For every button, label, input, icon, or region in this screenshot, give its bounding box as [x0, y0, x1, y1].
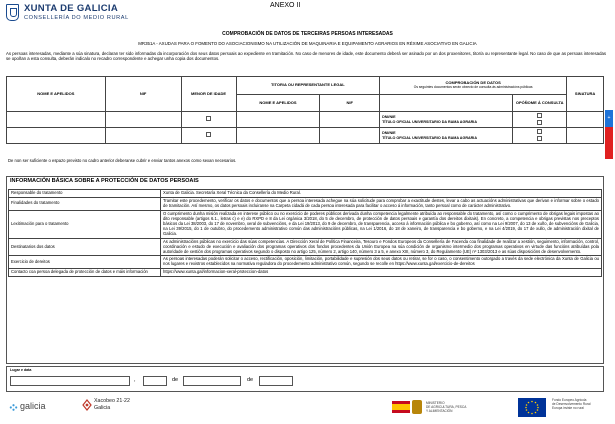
name-cell[interactable] [7, 112, 106, 128]
col-nif-header: NIF [105, 77, 181, 112]
sign-cell[interactable] [567, 128, 604, 144]
comma-separator: , [134, 377, 136, 383]
privacy-label: Contacto coa persoa delegada de protección de datos e máis información [9, 269, 161, 277]
spain-ministry-logo [392, 398, 472, 416]
table-row [7, 112, 604, 128]
eu-line1: Fondo Europeo Agrícola [552, 398, 587, 402]
xacobeo-line2: Galicia [94, 404, 111, 411]
remove-row-button[interactable] [605, 143, 613, 159]
table-row [9, 210, 602, 238]
sign-cell[interactable] [567, 112, 604, 128]
place-date-label: Lugar e data [10, 368, 32, 372]
org-name: XUNTA DE GALICIA [24, 3, 118, 14]
col-guardian-name-header: NOME E APELIDOS [236, 95, 320, 112]
table-row [9, 190, 602, 198]
privacy-text: O cumprimento dunha misión realizada en interese público ou no exercicio de poderes públicos derivada dunha competencia legalmente atribuída ao responsable do tratamento, así como o cumprimento de obrigas legais impostas ao dito responsable (artigos 6.1., letras c) e e) do RXPD e 8 da Lei orgánica 3/2018, do 5 de decembro, de protección de datos persoais e garantía dos dereitos dixitais). En concreto, a competencia e obrigas previstas nos preceptos básicos da Lei 38/2003, do 17 de novembro, xeral de subvencións, e da Lei 19/2013, do 9 de decembro, de transparencia, acceso á información pública e bo goberno, así como na Lei 9/2007, do 13 de xuño, de subvencións de Galicia, na Lei 39/2015, do 1 de outubro, do procedemento administrativo común das administracións públicas, na Lei 1/2016, do 18 de xaneiro, de transparencia e bo goberno, e na Lei 4/2019, do 17 de xullo, de administración dixital de Galicia. [161, 210, 602, 238]
doc-title: COMPROBACIÓN DE DATOS DE TERCEIRAS PERSOAS INTERESADAS [222, 31, 393, 37]
privacy-table [8, 189, 602, 277]
eu-feader-logo [518, 398, 610, 418]
col-guardian-header: TITOR/A OU REPRESENTANTE LEGAL [236, 77, 379, 95]
nif-cell[interactable] [105, 128, 181, 144]
doc-item: DNI/NIE [382, 115, 396, 120]
doc-subtitle: MR351A - AXUDAS PARA O FOMENTO DO ASOCIACIONISMO NA UTILIZACIÓN DE MAQUINARIA E EQUIPAMENTO AGRARIOS EN RÉXIME ASOCIATIVO EN GALICIA [138, 41, 477, 46]
oppose-cell [513, 112, 567, 128]
col-oppose-header: OPÓÑOME Á CONSULTA [513, 95, 567, 112]
day-input[interactable] [143, 376, 167, 386]
table-note: De non ser suficiente o espazo previsto no cadro anterior deberanse cubrir e enviar tantos anexos como sexan necesarios. [8, 158, 237, 163]
xunta-logo [6, 3, 146, 25]
privacy-link[interactable]: https://www.xunta.gal/informacion-xeral-proteccion-datos [161, 269, 602, 277]
guardian-nif-cell[interactable] [320, 112, 380, 128]
doc-item: DNI/NIE [382, 131, 396, 136]
col-minor-header: MENOR DE IDADE [181, 77, 236, 112]
oppose-cell [513, 128, 567, 144]
oppose-checkbox[interactable] [537, 136, 542, 141]
galicia-logo-icon [9, 403, 18, 412]
nif-cell[interactable] [105, 112, 181, 128]
eu-line3: Europa inviste no rural [552, 406, 584, 411]
ministry-line2: DE AGRICULTURA, PESCA [426, 405, 467, 409]
col-sign-header: SINATURA [567, 77, 604, 112]
privacy-label: Exercicio de dereitos [9, 256, 161, 269]
galicia-logo-text: galicia [20, 401, 46, 411]
check-subtitle: Os seguintes documentos serán obxecto de consulta ás administracións públicas [413, 84, 533, 89]
third-parties-table [6, 76, 604, 144]
privacy-text: As persoas interesadas poderán solicitar o acceso, rectificación, oposición, limitación, portabilidade e supresión dos seus datos ou retirar, se for o caso, o consentimento outorgado a través da sede electrónica da Xunta de Galicia ou nos lugares e rexistros establecidos na normativa reguladora do procedemento administrativo común, segundo se recolle en https://www.xunta.gal/exercicio-de-dereitos [161, 256, 602, 269]
privacy-text: Tramitar este procedemento, verificar os datos e documentos que a persoa interesada achegue na súa solicitude para comprobar a exactitude destes, levar a cabo as actuacións administrativas que derivan e informar sobre o estado de tramitación. Así mesmo, os datos persoais incluiranse na Carpeta cidadá de cada persoa interesada para facilitar o acceso á información, tanto persoal como de carácter administrativo. [161, 197, 602, 210]
spain-flag-icon [392, 401, 410, 413]
col-docs-header [380, 95, 513, 112]
table-row [9, 256, 602, 269]
xunta-shield-icon [6, 4, 19, 21]
col-guardian-nif-header: NIF [320, 95, 380, 112]
minor-checkbox[interactable] [206, 132, 211, 137]
guardian-name-cell[interactable] [236, 112, 320, 128]
privacy-label: Finalidades do tratamento [9, 197, 161, 210]
guardian-name-cell[interactable] [236, 128, 320, 144]
privacy-text: Xunta de Galicia. Secretaría Xeral Técnica da Consellería do Medio Rural. [161, 190, 602, 198]
docs-cell [380, 112, 513, 128]
year-input[interactable] [259, 376, 293, 386]
xacobeo-icon [82, 399, 92, 411]
table-row [9, 197, 602, 210]
xacobeo-logo [82, 396, 142, 420]
col-check-header [380, 77, 567, 95]
privacy-title: INFORMACIÓN BÁSICA SOBRE A PROTECCIÓN DE DATOS PERSOAIS [10, 178, 199, 184]
eu-flag-icon [518, 398, 546, 417]
spain-crest-icon [412, 400, 422, 414]
col-name-header: NOME E APELIDOS [7, 77, 106, 112]
eu-line2: de Desenvolvemento Rural [552, 402, 591, 407]
remove-row-button[interactable] [605, 127, 613, 143]
de-separator: de [172, 377, 179, 383]
table-row [7, 128, 604, 144]
minor-cell [181, 112, 236, 128]
minor-checkbox[interactable] [206, 116, 211, 121]
add-row-button[interactable]: + [605, 110, 613, 127]
oppose-checkbox[interactable] [537, 129, 542, 134]
privacy-label: Responsable do tratamento [9, 190, 161, 198]
table-row [9, 238, 602, 256]
xacobeo-line1: Xacobeo 21·22 [94, 398, 130, 404]
oppose-checkbox[interactable] [537, 113, 542, 118]
guardian-nif-cell[interactable] [320, 128, 380, 144]
place-input[interactable] [10, 376, 130, 386]
table-row [9, 269, 602, 277]
name-cell[interactable] [7, 128, 106, 144]
ministry-line3: Y ALIMENTACIÓN [426, 409, 453, 413]
privacy-text: As administracións públicas no exercicio das súas competencias. A Dirección Xeral de Política Financeira, Tesouro e Fondos Europeos da Consellería de Facenda coa finalidade de realizar a xestión, seguimento, información, control, coordinación e estudo de execución e avaliación dos programas operativos dos fondos procedentes da Unión Europea na súa condición de organismo intermedio dos programas operativos en virtude das funcións atribuídas pola autoridade de xestión dos programas operativos segundo o disposto no artigo 125, número 2, artigo 140, número 3 a 5, e anexo XIII, número 3, do Regulamento (UE) nº 1303/2013 e as súas disposicións de desenvolvemento. [161, 238, 602, 256]
privacy-label: Lexitimación para o tratamento [9, 210, 161, 238]
month-input[interactable] [183, 376, 241, 386]
doc-item: TÍTULO OFICIAL UNIVERSITARIO DA RAMA AGRARIA [382, 135, 477, 140]
intro-text: As persoas interesadas, mediante a súa sinatura, declaran ter sido informadas da incorporación dos seus datos persoais ao expediente en tramitación. No caso de menores de idade, este documento deberá ser asinado por un dos proxenitores, titor/a ou representante legal. No caso de que as persoas interesadas se opoñan a esta consulta, deberán indicalo no recadro correspondente e achegar unha copia dos documentos. [6, 51, 606, 62]
doc-item: TÍTULO OFICIAL UNIVERSITARIO DA RAMA AGRARIA [382, 119, 477, 124]
dept-name: CONSELLERÍA DO MEDIO RURAL [24, 15, 129, 21]
check-title: COMPROBACIÓN DE DATOS [445, 80, 501, 86]
docs-cell [380, 128, 513, 144]
minor-cell [181, 128, 236, 144]
annex-label: ANEXO II [270, 2, 301, 9]
ministry-line1: MINISTERIO [426, 401, 445, 405]
privacy-label: Destinatarios dos datos [9, 238, 161, 256]
oppose-checkbox[interactable] [537, 120, 542, 125]
de-separator: de [247, 377, 254, 383]
